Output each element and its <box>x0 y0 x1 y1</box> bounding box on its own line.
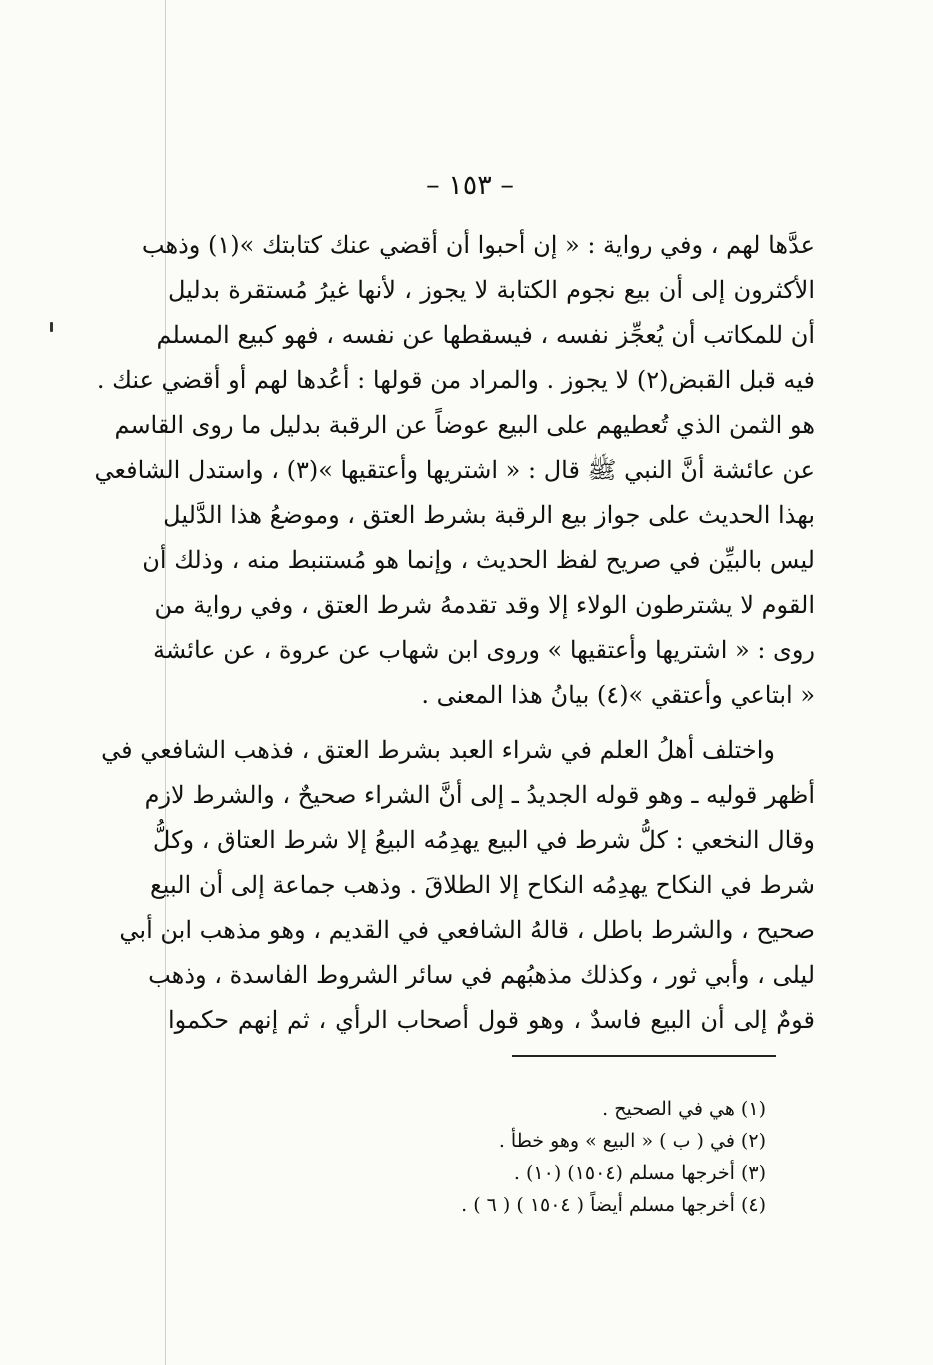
text-line: واختلف أهلُ العلم في شراء العبد بشرط العتق ، فذهب الشافعي في <box>101 736 775 764</box>
scan-mark <box>50 322 53 332</box>
text-line: أظهر قوليه ـ وهو قوله الجديدُ ـ إلى أنَّ الشراء صحيحٌ ، والشرط لازم <box>144 781 815 809</box>
text-line: عدَّها لهم ، وفي رواية : « إن أحبوا أن أقضي عنك كتابتك »(١) وذهب <box>141 231 815 259</box>
footnotes <box>360 1093 766 1221</box>
text-line: هو الثمن الذي تُعطيهم على البيع عوضاً عن الرقبة بدليل ما روى القاسم <box>114 411 815 439</box>
footnote: (٤) أخرجها مسلم أيضاً ( ١٥٠٤ ) ( ٦ ) . <box>461 1194 766 1216</box>
footnote: (٣) أخرجها مسلم (١٥٠٤) (١٠) . <box>513 1162 766 1184</box>
text-line: شرط في النكاح يهدِمُه النكاح إلا الطلاقَ . وذهب جماعة إلى أن البيع <box>149 871 815 899</box>
text-line: قومٌ إلى أن البيع فاسدٌ ، وهو قول أصحاب الرأي ، ثم إنهم حكموا <box>168 1006 815 1034</box>
page-gutter-line <box>165 0 166 1365</box>
page-number: – ١٥٣ – <box>426 170 514 201</box>
text-line: أن للمكاتب أن يُعجِّز نفسه ، فيسقطها عن نفسه ، فهو كبيع المسلم <box>156 321 815 349</box>
paragraph-gap <box>168 718 815 728</box>
text-line: ليس بالبيِّن في صريح لفظ الحديث ، وإنما هو مُستنبط منه ، وذلك أن <box>142 546 815 574</box>
footnote-separator <box>512 1055 776 1057</box>
text-line: صحيح ، والشرط باطل ، قالهُ الشافعي في القديم ، وهو مذهب ابن أبي <box>119 916 815 944</box>
text-line: « ابتاعي وأعتقي »(٤) بيانُ هذا المعنى . <box>421 681 815 709</box>
text-line: ليلى ، وأبي ثور ، وكذلك مذهبُهم في سائر الشروط الفاسدة ، وذهب <box>148 961 815 989</box>
text-line: عن عائشة أنَّ النبي ﷺ قال : « اشتريها وأعتقيها »(٣) ، واستدل الشافعي <box>94 456 815 484</box>
text-line: وقال النخعي : كلُّ شرط في البيع يهدِمُه البيعُ إلا شرط العتاق ، وكلُّ <box>152 826 815 854</box>
body-text <box>94 223 815 1043</box>
footnote: (١) هي في الصحيح . <box>602 1098 766 1120</box>
text-line: الأكثرون إلى أن بيع نجوم الكتابة لا يجوز ، لأنها غيرُ مُستقرة بدليل <box>168 276 815 304</box>
footnote: (٢) في ( ب ) « البيع » وهو خطأ . <box>498 1130 766 1152</box>
text-line: فيه قبل القبض(٢) لا يجوز . والمراد من قولها : أعُدها لهم أو أقضي عنك . <box>96 366 815 394</box>
text-line: بهذا الحديث على جواز بيع الرقبة بشرط العتق ، وموضعُ هذا الدَّليل <box>163 501 815 529</box>
text-line: روى : « اشتريها وأعتقيها » وروى ابن شهاب عن عروة ، عن عائشة <box>153 636 815 664</box>
text-line: القوم لا يشترطون الولاء إلا وقد تقدمهُ شرط العتق ، وفي رواية من <box>154 591 815 619</box>
